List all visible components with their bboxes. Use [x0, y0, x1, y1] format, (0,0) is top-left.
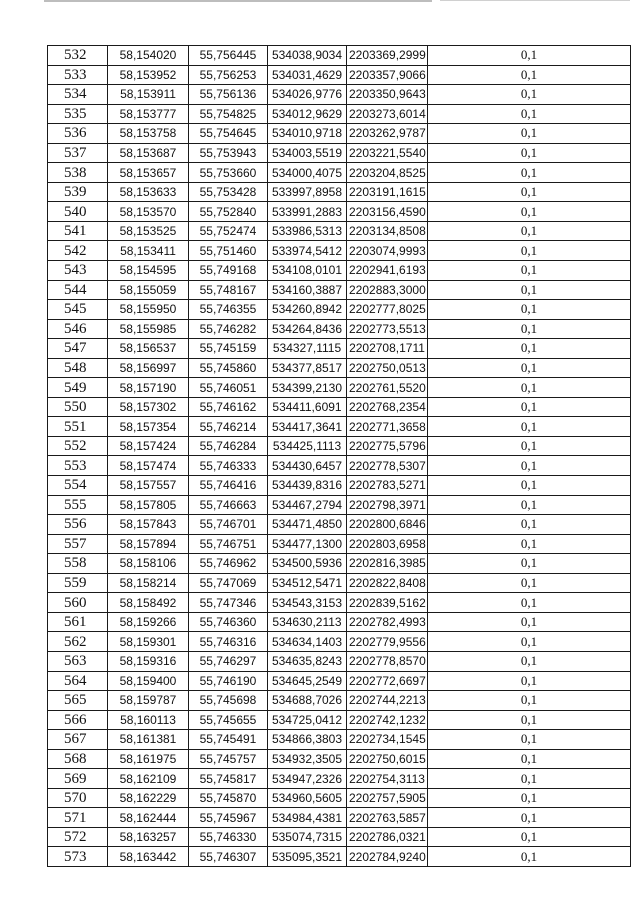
- y-coordinate-cell: 2202708,1711: [347, 339, 428, 359]
- y-coordinate-cell: 2203074,9993: [347, 241, 428, 261]
- latitude-cell: 58,153657: [108, 163, 189, 183]
- accuracy-cell: 0,1: [428, 85, 631, 105]
- table-row: [48, 358, 631, 378]
- table-row: [48, 85, 631, 105]
- longitude-cell: 55,746307: [189, 847, 268, 867]
- point-number: 544: [48, 280, 108, 300]
- latitude-cell: 58,153570: [108, 202, 189, 222]
- longitude-cell: 55,746701: [189, 515, 268, 535]
- table-row: [48, 691, 631, 711]
- latitude-cell: 58,163257: [108, 827, 189, 847]
- longitude-cell: 55,749168: [189, 261, 268, 281]
- point-number: 546: [48, 319, 108, 339]
- latitude-cell: 58,153633: [108, 182, 189, 202]
- y-coordinate-cell: 2202779,9556: [347, 632, 428, 652]
- latitude-cell: 58,154595: [108, 261, 189, 281]
- table-row: [48, 593, 631, 613]
- x-coordinate-cell: 534260,8942: [268, 300, 347, 320]
- y-coordinate-cell: 2202771,3658: [347, 417, 428, 437]
- table-row: [48, 163, 631, 183]
- latitude-cell: 58,161381: [108, 730, 189, 750]
- table-row: [48, 436, 631, 456]
- x-coordinate-cell: 534160,3887: [268, 280, 347, 300]
- latitude-cell: 58,157302: [108, 397, 189, 417]
- table-row: [48, 143, 631, 163]
- table-row: [48, 261, 631, 281]
- point-number: 557: [48, 534, 108, 554]
- y-coordinate-cell: 2203357,9066: [347, 65, 428, 85]
- x-coordinate-cell: 534866,3803: [268, 730, 347, 750]
- latitude-cell: 58,159787: [108, 691, 189, 711]
- accuracy-cell: 0,1: [428, 515, 631, 535]
- point-number: 563: [48, 651, 108, 671]
- latitude-cell: 58,158492: [108, 593, 189, 613]
- point-number: 571: [48, 808, 108, 828]
- x-coordinate-cell: 534425,1113: [268, 436, 347, 456]
- y-coordinate-cell: 2202777,8025: [347, 300, 428, 320]
- longitude-cell: 55,753428: [189, 182, 268, 202]
- y-coordinate-cell: 2202839,5162: [347, 593, 428, 613]
- longitude-cell: 55,746663: [189, 495, 268, 515]
- accuracy-cell: 0,1: [428, 827, 631, 847]
- y-coordinate-cell: 2202816,3985: [347, 554, 428, 574]
- x-coordinate-cell: 534439,8316: [268, 476, 347, 496]
- y-coordinate-cell: 2202763,5857: [347, 808, 428, 828]
- y-coordinate-cell: 2203156,4590: [347, 202, 428, 222]
- table-row: [48, 202, 631, 222]
- table-row: [48, 104, 631, 124]
- table-row: [48, 300, 631, 320]
- x-coordinate-cell: 534630,2113: [268, 612, 347, 632]
- table-row: [48, 241, 631, 261]
- table-row: [48, 476, 631, 496]
- table-row: [48, 339, 631, 359]
- y-coordinate-cell: 2202783,5271: [347, 476, 428, 496]
- accuracy-cell: 0,1: [428, 554, 631, 574]
- longitude-cell: 55,746333: [189, 456, 268, 476]
- table-row: [48, 788, 631, 808]
- latitude-cell: 58,157424: [108, 436, 189, 456]
- point-number: 567: [48, 730, 108, 750]
- x-coordinate-cell: 534003,5519: [268, 143, 347, 163]
- longitude-cell: 55,746360: [189, 612, 268, 632]
- accuracy-cell: 0,1: [428, 261, 631, 281]
- latitude-cell: 58,153525: [108, 221, 189, 241]
- longitude-cell: 55,752474: [189, 221, 268, 241]
- y-coordinate-cell: 2202768,2354: [347, 397, 428, 417]
- table-row: [48, 515, 631, 535]
- x-coordinate-cell: 534430,6457: [268, 456, 347, 476]
- point-number: 559: [48, 573, 108, 593]
- latitude-cell: 58,160113: [108, 710, 189, 730]
- y-coordinate-cell: 2202744,2213: [347, 691, 428, 711]
- point-number: 553: [48, 456, 108, 476]
- longitude-cell: 55,748167: [189, 280, 268, 300]
- longitude-cell: 55,745757: [189, 749, 268, 769]
- latitude-cell: 58,158214: [108, 573, 189, 593]
- x-coordinate-cell: 534411,6091: [268, 397, 347, 417]
- accuracy-cell: 0,1: [428, 65, 631, 85]
- longitude-cell: 55,745967: [189, 808, 268, 828]
- accuracy-cell: 0,1: [428, 378, 631, 398]
- latitude-cell: 58,153411: [108, 241, 189, 261]
- y-coordinate-cell: 2202750,0513: [347, 358, 428, 378]
- accuracy-cell: 0,1: [428, 397, 631, 417]
- latitude-cell: 58,154020: [108, 46, 189, 66]
- accuracy-cell: 0,1: [428, 476, 631, 496]
- x-coordinate-cell: 534932,3505: [268, 749, 347, 769]
- point-number: 542: [48, 241, 108, 261]
- longitude-cell: 55,745655: [189, 710, 268, 730]
- point-number: 541: [48, 221, 108, 241]
- table-row: [48, 534, 631, 554]
- y-coordinate-cell: 2203262,9787: [347, 124, 428, 144]
- latitude-cell: 58,157354: [108, 417, 189, 437]
- accuracy-cell: 0,1: [428, 280, 631, 300]
- accuracy-cell: 0,1: [428, 847, 631, 867]
- x-coordinate-cell: 534399,2130: [268, 378, 347, 398]
- y-coordinate-cell: 2202784,9240: [347, 847, 428, 867]
- point-number: 562: [48, 632, 108, 652]
- accuracy-cell: 0,1: [428, 671, 631, 691]
- x-coordinate-cell: 533974,5412: [268, 241, 347, 261]
- longitude-cell: 55,745159: [189, 339, 268, 359]
- x-coordinate-cell: 534725,0412: [268, 710, 347, 730]
- table-row: [48, 612, 631, 632]
- longitude-cell: 55,746330: [189, 827, 268, 847]
- latitude-cell: 58,155950: [108, 300, 189, 320]
- y-coordinate-cell: 2203204,8525: [347, 163, 428, 183]
- point-number: 573: [48, 847, 108, 867]
- point-number: 569: [48, 769, 108, 789]
- coordinates-table: [47, 45, 631, 867]
- table-row: [48, 456, 631, 476]
- longitude-cell: 55,746282: [189, 319, 268, 339]
- latitude-cell: 58,153952: [108, 65, 189, 85]
- point-number: 534: [48, 85, 108, 105]
- longitude-cell: 55,745698: [189, 691, 268, 711]
- x-coordinate-cell: 534000,4075: [268, 163, 347, 183]
- latitude-cell: 58,155985: [108, 319, 189, 339]
- x-coordinate-cell: 534477,1300: [268, 534, 347, 554]
- latitude-cell: 58,157474: [108, 456, 189, 476]
- longitude-cell: 55,756253: [189, 65, 268, 85]
- table-row: [48, 182, 631, 202]
- accuracy-cell: 0,1: [428, 612, 631, 632]
- latitude-cell: 58,159266: [108, 612, 189, 632]
- x-coordinate-cell: 534026,9776: [268, 85, 347, 105]
- table-row: [48, 397, 631, 417]
- y-coordinate-cell: 2203134,8508: [347, 221, 428, 241]
- point-number: 552: [48, 436, 108, 456]
- longitude-cell: 55,752840: [189, 202, 268, 222]
- point-number: 551: [48, 417, 108, 437]
- accuracy-cell: 0,1: [428, 436, 631, 456]
- table-row: [48, 730, 631, 750]
- y-coordinate-cell: 2202941,6193: [347, 261, 428, 281]
- table-row: [48, 749, 631, 769]
- accuracy-cell: 0,1: [428, 104, 631, 124]
- point-number: 535: [48, 104, 108, 124]
- latitude-cell: 58,157805: [108, 495, 189, 515]
- latitude-cell: 58,163442: [108, 847, 189, 867]
- x-coordinate-cell: 535074,7315: [268, 827, 347, 847]
- table-row: [48, 124, 631, 144]
- x-coordinate-cell: 534264,8436: [268, 319, 347, 339]
- accuracy-cell: 0,1: [428, 534, 631, 554]
- point-number: 538: [48, 163, 108, 183]
- accuracy-cell: 0,1: [428, 124, 631, 144]
- latitude-cell: 58,159316: [108, 651, 189, 671]
- y-coordinate-cell: 2202798,3971: [347, 495, 428, 515]
- longitude-cell: 55,746751: [189, 534, 268, 554]
- accuracy-cell: 0,1: [428, 593, 631, 613]
- point-number: 537: [48, 143, 108, 163]
- accuracy-cell: 0,1: [428, 241, 631, 261]
- longitude-cell: 55,756136: [189, 85, 268, 105]
- longitude-cell: 55,745860: [189, 358, 268, 378]
- y-coordinate-cell: 2203273,6014: [347, 104, 428, 124]
- x-coordinate-cell: 534947,2326: [268, 769, 347, 789]
- longitude-cell: 55,746297: [189, 651, 268, 671]
- top-rule-right: [440, 0, 630, 1]
- x-coordinate-cell: 533991,2883: [268, 202, 347, 222]
- point-number: 554: [48, 476, 108, 496]
- coordinates-table-body: [48, 46, 631, 867]
- latitude-cell: 58,156537: [108, 339, 189, 359]
- table-row: [48, 495, 631, 515]
- x-coordinate-cell: 534634,1403: [268, 632, 347, 652]
- x-coordinate-cell: 534543,3153: [268, 593, 347, 613]
- latitude-cell: 58,161975: [108, 749, 189, 769]
- y-coordinate-cell: 2202800,6846: [347, 515, 428, 535]
- table-row: [48, 651, 631, 671]
- table-row: [48, 280, 631, 300]
- accuracy-cell: 0,1: [428, 691, 631, 711]
- table-row: [48, 671, 631, 691]
- y-coordinate-cell: 2202773,5513: [347, 319, 428, 339]
- table-row: [48, 632, 631, 652]
- x-coordinate-cell: 534960,5605: [268, 788, 347, 808]
- y-coordinate-cell: 2203369,2999: [347, 46, 428, 66]
- latitude-cell: 58,162444: [108, 808, 189, 828]
- accuracy-cell: 0,1: [428, 358, 631, 378]
- point-number: 550: [48, 397, 108, 417]
- point-number: 572: [48, 827, 108, 847]
- longitude-cell: 55,746962: [189, 554, 268, 574]
- accuracy-cell: 0,1: [428, 573, 631, 593]
- y-coordinate-cell: 2202754,3113: [347, 769, 428, 789]
- table-row: [48, 808, 631, 828]
- accuracy-cell: 0,1: [428, 143, 631, 163]
- y-coordinate-cell: 2202734,1545: [347, 730, 428, 750]
- longitude-cell: 55,747346: [189, 593, 268, 613]
- latitude-cell: 58,159400: [108, 671, 189, 691]
- latitude-cell: 58,153777: [108, 104, 189, 124]
- accuracy-cell: 0,1: [428, 182, 631, 202]
- longitude-cell: 55,746316: [189, 632, 268, 652]
- x-coordinate-cell: 534031,4629: [268, 65, 347, 85]
- table-row: [48, 378, 631, 398]
- x-coordinate-cell: 534471,4850: [268, 515, 347, 535]
- y-coordinate-cell: 2202757,5905: [347, 788, 428, 808]
- longitude-cell: 55,747069: [189, 573, 268, 593]
- latitude-cell: 58,157557: [108, 476, 189, 496]
- point-number: 543: [48, 261, 108, 281]
- x-coordinate-cell: 534108,0101: [268, 261, 347, 281]
- y-coordinate-cell: 2202778,5307: [347, 456, 428, 476]
- accuracy-cell: 0,1: [428, 202, 631, 222]
- x-coordinate-cell: 534500,5936: [268, 554, 347, 574]
- longitude-cell: 55,746190: [189, 671, 268, 691]
- accuracy-cell: 0,1: [428, 769, 631, 789]
- x-coordinate-cell: 534038,9034: [268, 46, 347, 66]
- longitude-cell: 55,746051: [189, 378, 268, 398]
- point-number: 558: [48, 554, 108, 574]
- accuracy-cell: 0,1: [428, 221, 631, 241]
- longitude-cell: 55,745491: [189, 730, 268, 750]
- table-row: [48, 46, 631, 66]
- point-number: 545: [48, 300, 108, 320]
- table-row: [48, 827, 631, 847]
- longitude-cell: 55,751460: [189, 241, 268, 261]
- accuracy-cell: 0,1: [428, 651, 631, 671]
- latitude-cell: 58,162109: [108, 769, 189, 789]
- point-number: 560: [48, 593, 108, 613]
- point-number: 568: [48, 749, 108, 769]
- point-number: 549: [48, 378, 108, 398]
- longitude-cell: 55,745817: [189, 769, 268, 789]
- y-coordinate-cell: 2202742,1232: [347, 710, 428, 730]
- point-number: 548: [48, 358, 108, 378]
- longitude-cell: 55,746355: [189, 300, 268, 320]
- table-row: [48, 65, 631, 85]
- table-row: [48, 769, 631, 789]
- x-coordinate-cell: 534010,9718: [268, 124, 347, 144]
- longitude-cell: 55,745870: [189, 788, 268, 808]
- accuracy-cell: 0,1: [428, 730, 631, 750]
- latitude-cell: 58,158106: [108, 554, 189, 574]
- accuracy-cell: 0,1: [428, 808, 631, 828]
- y-coordinate-cell: 2202782,4993: [347, 612, 428, 632]
- accuracy-cell: 0,1: [428, 456, 631, 476]
- accuracy-cell: 0,1: [428, 495, 631, 515]
- x-coordinate-cell: 534012,9629: [268, 104, 347, 124]
- longitude-cell: 55,754825: [189, 104, 268, 124]
- accuracy-cell: 0,1: [428, 632, 631, 652]
- x-coordinate-cell: 534512,5471: [268, 573, 347, 593]
- latitude-cell: 58,159301: [108, 632, 189, 652]
- x-coordinate-cell: 533997,8958: [268, 182, 347, 202]
- x-coordinate-cell: 534688,7026: [268, 691, 347, 711]
- table-row: [48, 554, 631, 574]
- latitude-cell: 58,156997: [108, 358, 189, 378]
- x-coordinate-cell: 534377,8517: [268, 358, 347, 378]
- y-coordinate-cell: 2202803,6958: [347, 534, 428, 554]
- longitude-cell: 55,753943: [189, 143, 268, 163]
- y-coordinate-cell: 2203221,5540: [347, 143, 428, 163]
- accuracy-cell: 0,1: [428, 163, 631, 183]
- point-number: 547: [48, 339, 108, 359]
- latitude-cell: 58,157894: [108, 534, 189, 554]
- y-coordinate-cell: 2202883,3000: [347, 280, 428, 300]
- longitude-cell: 55,746284: [189, 436, 268, 456]
- latitude-cell: 58,153911: [108, 85, 189, 105]
- point-number: 565: [48, 691, 108, 711]
- point-number: 561: [48, 612, 108, 632]
- table-row: [48, 847, 631, 867]
- latitude-cell: 58,157843: [108, 515, 189, 535]
- point-number: 532: [48, 46, 108, 66]
- x-coordinate-cell: 533986,5313: [268, 221, 347, 241]
- accuracy-cell: 0,1: [428, 417, 631, 437]
- y-coordinate-cell: 2203191,1615: [347, 182, 428, 202]
- point-number: 555: [48, 495, 108, 515]
- accuracy-cell: 0,1: [428, 339, 631, 359]
- y-coordinate-cell: 2202775,5796: [347, 436, 428, 456]
- point-number: 536: [48, 124, 108, 144]
- latitude-cell: 58,153687: [108, 143, 189, 163]
- table-row: [48, 710, 631, 730]
- latitude-cell: 58,153758: [108, 124, 189, 144]
- table-row: [48, 221, 631, 241]
- x-coordinate-cell: 535095,3521: [268, 847, 347, 867]
- point-number: 566: [48, 710, 108, 730]
- top-rule: [44, 0, 432, 2]
- table-row: [48, 319, 631, 339]
- y-coordinate-cell: 2202750,6015: [347, 749, 428, 769]
- longitude-cell: 55,756445: [189, 46, 268, 66]
- y-coordinate-cell: 2202761,5520: [347, 378, 428, 398]
- latitude-cell: 58,162229: [108, 788, 189, 808]
- latitude-cell: 58,157190: [108, 378, 189, 398]
- accuracy-cell: 0,1: [428, 749, 631, 769]
- x-coordinate-cell: 534984,4381: [268, 808, 347, 828]
- y-coordinate-cell: 2202786,0321: [347, 827, 428, 847]
- accuracy-cell: 0,1: [428, 319, 631, 339]
- point-number: 533: [48, 65, 108, 85]
- x-coordinate-cell: 534327,1115: [268, 339, 347, 359]
- point-number: 570: [48, 788, 108, 808]
- point-number: 556: [48, 515, 108, 535]
- table-row: [48, 573, 631, 593]
- accuracy-cell: 0,1: [428, 300, 631, 320]
- longitude-cell: 55,753660: [189, 163, 268, 183]
- x-coordinate-cell: 534417,3641: [268, 417, 347, 437]
- longitude-cell: 55,746416: [189, 476, 268, 496]
- y-coordinate-cell: 2202772,6697: [347, 671, 428, 691]
- y-coordinate-cell: 2202822,8408: [347, 573, 428, 593]
- point-number: 540: [48, 202, 108, 222]
- point-number: 539: [48, 182, 108, 202]
- x-coordinate-cell: 534645,2549: [268, 671, 347, 691]
- accuracy-cell: 0,1: [428, 710, 631, 730]
- y-coordinate-cell: 2203350,9643: [347, 85, 428, 105]
- longitude-cell: 55,746214: [189, 417, 268, 437]
- longitude-cell: 55,746162: [189, 397, 268, 417]
- x-coordinate-cell: 534467,2794: [268, 495, 347, 515]
- accuracy-cell: 0,1: [428, 788, 631, 808]
- latitude-cell: 58,155059: [108, 280, 189, 300]
- accuracy-cell: 0,1: [428, 46, 631, 66]
- x-coordinate-cell: 534635,8243: [268, 651, 347, 671]
- point-number: 564: [48, 671, 108, 691]
- table-row: [48, 417, 631, 437]
- longitude-cell: 55,754645: [189, 124, 268, 144]
- y-coordinate-cell: 2202778,8570: [347, 651, 428, 671]
